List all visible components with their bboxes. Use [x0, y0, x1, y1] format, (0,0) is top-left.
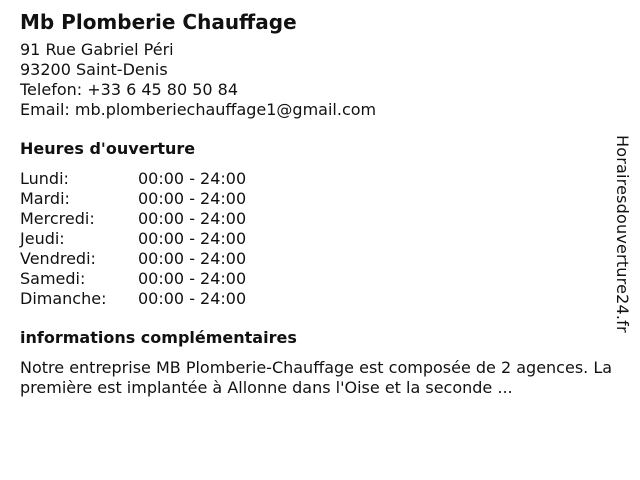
business-card: [20, 8, 620, 398]
day-label: Lundi:: [20, 169, 69, 188]
hours-row-sunday: [20, 289, 620, 309]
address-line-1: 91 Rue Gabriel Péri: [20, 40, 174, 59]
info-title: informations complémentaires: [20, 328, 297, 347]
site-watermark: Horairesdouverture24.fr: [613, 135, 632, 333]
hours-row-saturday: [20, 269, 620, 289]
email-address: Email: mb.plomberiechauffage1@gmail.com: [20, 100, 377, 119]
business-name: Mb Plomberie Chauffage: [20, 10, 297, 34]
time-range: 00:00 - 24:00: [138, 169, 247, 188]
hours-title: Heures d'ouverture: [20, 139, 196, 158]
time-range: 00:00 - 24:00: [138, 289, 247, 308]
time-range: 00:00 - 24:00: [138, 269, 247, 288]
business-description: Notre entreprise MB Plomberie-Chauffage est composée de 2 agences. La première est implantée à Allonne dans l'Oise et la seconde ...: [20, 358, 613, 397]
day-label: Mercredi:: [20, 209, 95, 228]
day-label: Mardi:: [20, 189, 70, 208]
phone-number: Telefon: +33 6 45 80 50 84: [20, 80, 239, 99]
side-branding: [611, 135, 633, 345]
time-range: 00:00 - 24:00: [138, 229, 247, 248]
day-label: Samedi:: [20, 269, 86, 288]
day-label: Dimanche:: [20, 289, 107, 308]
hours-row-thursday: [20, 229, 620, 249]
hours-row-wednesday: [20, 209, 620, 229]
time-range: 00:00 - 24:00: [138, 209, 247, 228]
address-line-2: 93200 Saint-Denis: [20, 60, 168, 79]
hours-row-friday: [20, 249, 620, 269]
hours-table: [20, 169, 620, 309]
time-range: 00:00 - 24:00: [138, 189, 247, 208]
day-label: Vendredi:: [20, 249, 96, 268]
day-label: Jeudi:: [20, 229, 65, 248]
hours-row-tuesday: [20, 189, 620, 209]
time-range: 00:00 - 24:00: [138, 249, 247, 268]
hours-row-monday: [20, 169, 620, 189]
